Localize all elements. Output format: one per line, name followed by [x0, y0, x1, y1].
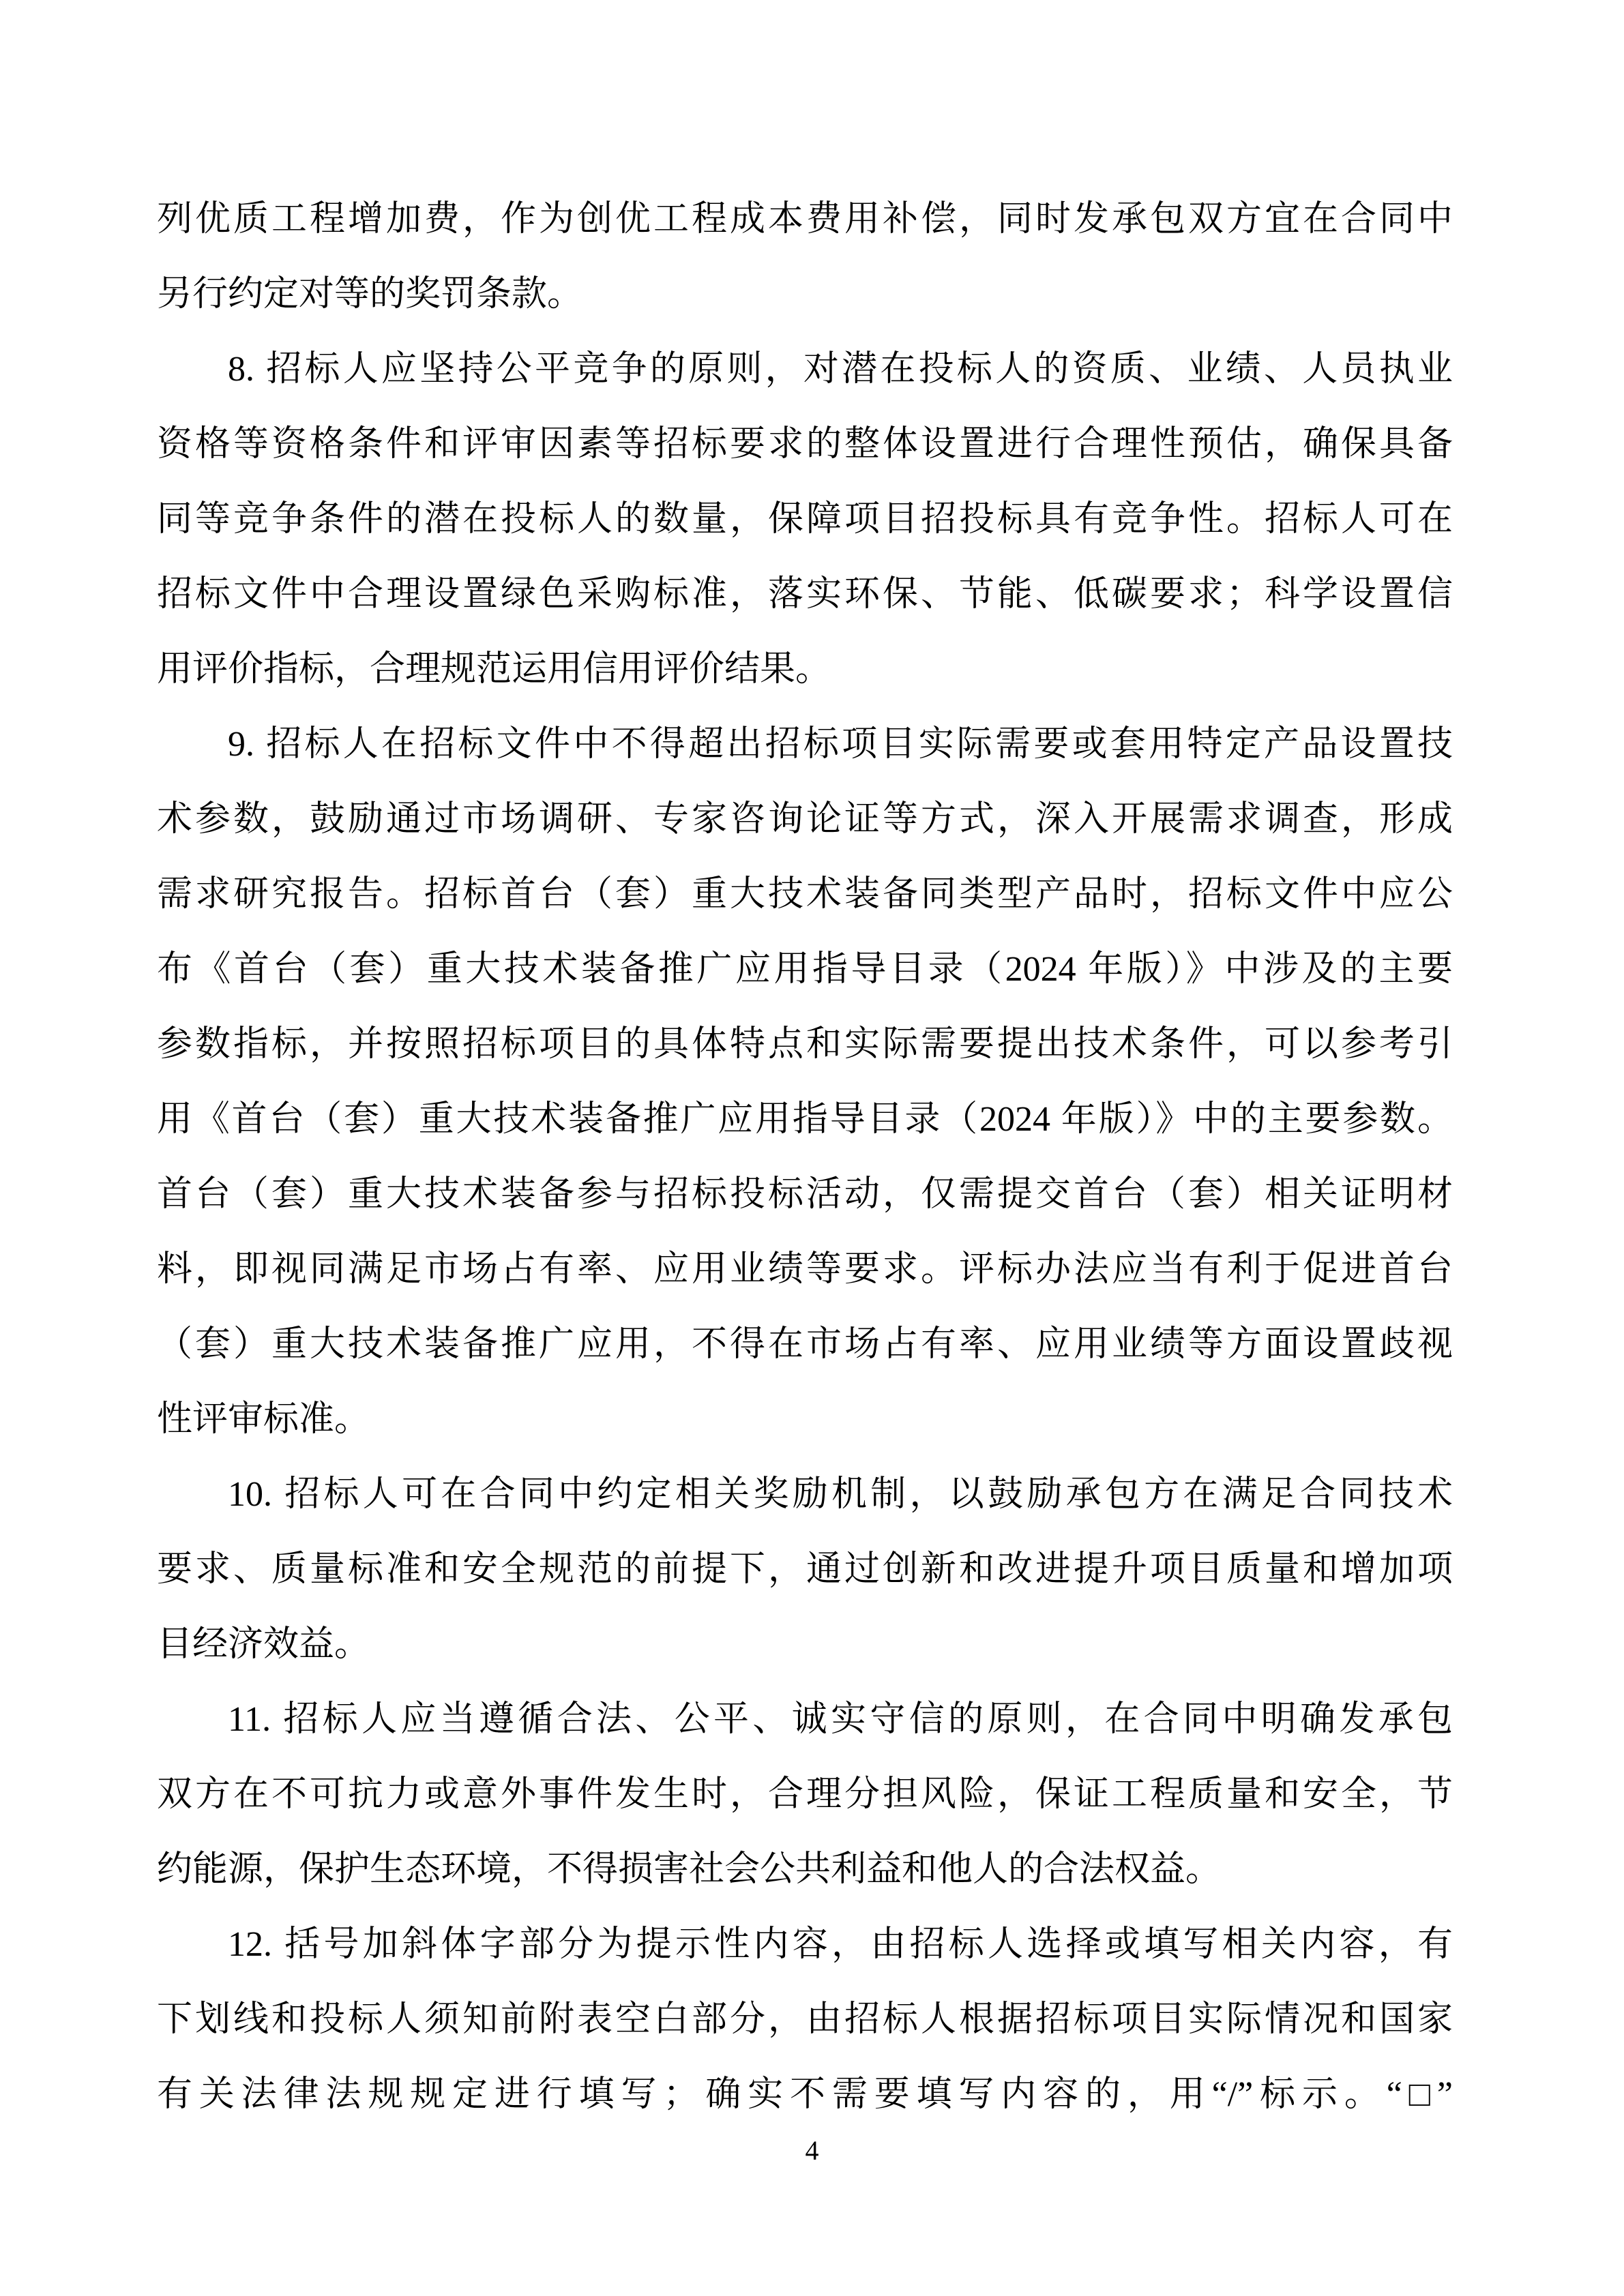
text-line-item-12: 12. 括号加斜体字部分为提示性内容，由招标人选择或填写相关内容，有	[228, 1925, 1453, 1964]
text-line: （套）重大技术装备推广应用，不得在市场占有率、应用业绩等方面设置歧视	[157, 1325, 1453, 1364]
page-number: 4	[805, 2135, 819, 2166]
text-line: 要求、质量标准和安全规范的前提下，通过创新和改进提升项目质量和增加项	[157, 1550, 1453, 1589]
text-line: 需求研究报告。招标首台（套）重大技术装备同类型产品时，招标文件中应公	[157, 875, 1453, 914]
text-line: 术参数，鼓励通过市场调研、专家咨询论证等方式，深入开展需求调查，形成	[157, 800, 1453, 839]
text-line: 目经济效益。	[157, 1625, 370, 1664]
text-line: 资格等资格条件和评审因素等招标要求的整体设置进行合理性预估，确保具备	[157, 425, 1453, 464]
text-line: 用评价指标，合理规范运用信用评价结果。	[157, 650, 831, 689]
text-line: 参数指标，并按照招标项目的具体特点和实际需要提出技术条件，可以参考引	[157, 1025, 1453, 1064]
text-line: 料，即视同满足市场占有率、应用业绩等要求。评标办法应当有利于促进首台	[157, 1250, 1453, 1289]
text-line-item-11: 11. 招标人应当遵循合法、公平、诚实守信的原则，在合同中明确发承包	[228, 1700, 1453, 1739]
text-line-item-10: 10. 招标人可在合同中约定相关奖励机制，以鼓励承包方在满足合同技术	[228, 1475, 1453, 1514]
text-line: 布《首台（套）重大技术装备推广应用指导目录（2024 年版）》中涉及的主要	[157, 950, 1453, 989]
document-body	[157, 182, 1453, 2132]
text-line: 约能源，保护生态环境，不得损害社会公共利益和他人的合法权益。	[157, 1850, 1222, 1889]
text-line: 首台（套）重大技术装备参与招标投标活动，仅需提交首台（套）相关证明材	[157, 1175, 1453, 1214]
text-line-item-8: 8. 招标人应坚持公平竞争的原则，对潜在投标人的资质、业绩、人员执业	[228, 350, 1453, 389]
text-line: 双方在不可抗力或意外事件发生时，合理分担风险，保证工程质量和安全，节	[157, 1775, 1453, 1814]
text-line: 有关法律法规规定进行填写；确实不需要填写内容的，用“/”标示。“□”	[157, 2075, 1453, 2114]
text-line-item-9: 9. 招标人在招标文件中不得超出招标项目实际需要或套用特定产品设置技	[228, 725, 1453, 764]
text-line: 招标文件中合理设置绿色采购标准，落实环保、节能、低碳要求；科学设置信	[157, 575, 1453, 614]
text-line: 同等竞争条件的潜在投标人的数量，保障项目招投标具有竞争性。招标人可在	[157, 500, 1453, 539]
text-line: 另行约定对等的奖罚条款。	[157, 275, 583, 314]
text-line: 下划线和投标人须知前附表空白部分，由招标人根据招标项目实际情况和国家	[157, 2000, 1453, 2039]
text-line: 性评审标准。	[157, 1400, 370, 1439]
text-line: 列优质工程增加费，作为创优工程成本费用补偿，同时发承包双方宜在合同中	[157, 200, 1453, 239]
text-line: 用《首台（套）重大技术装备推广应用指导目录（2024 年版）》中的主要参数。	[157, 1100, 1453, 1139]
